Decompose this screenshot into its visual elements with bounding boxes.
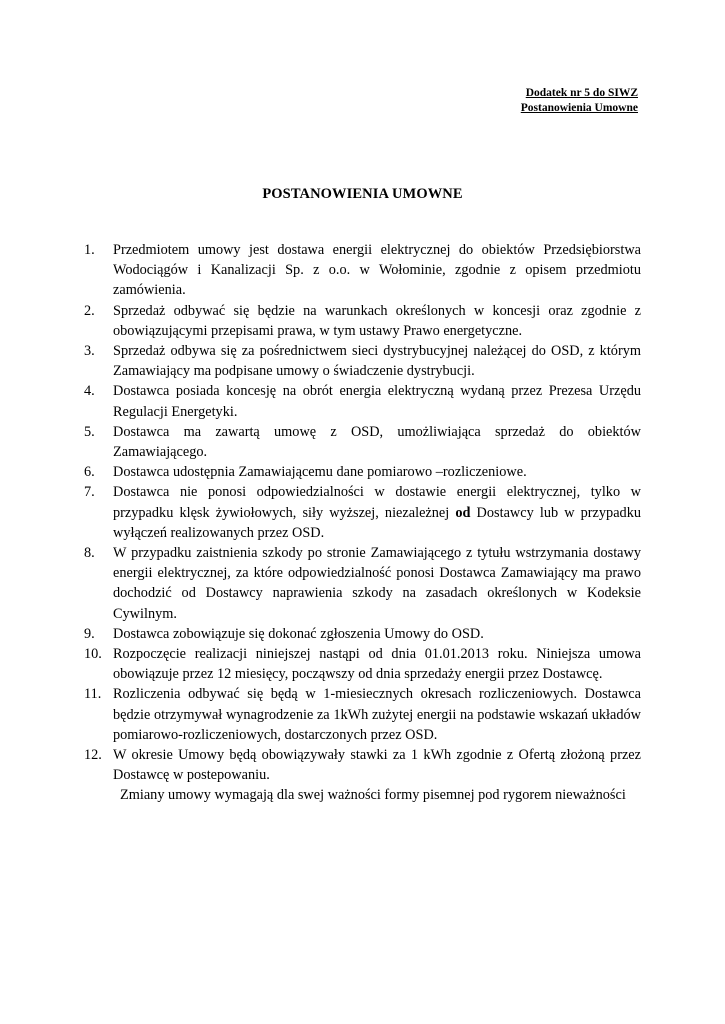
clause-text: Przedmiotem umowy jest dostawa energii elektrycznej do obiektów Przedsiębiorstwa Wodociągów i Kanalizacji Sp. z o.o. w Wołominie, zgodnie z opisem przedmiotu zamówienia. — [113, 242, 641, 299]
clause-7 — [84, 482, 641, 543]
clause-text-part: Dostawca nie ponosi odpowiedzialności w dostawie energii elektrycznej, tylko w przypadku klęsk żywiołowych, siły wyższej, niezależnej — [113, 484, 641, 521]
clause-text: Dostawca udostępnia Zamawiającemu dane pomiarowo –rozliczeniowe. — [113, 464, 527, 481]
clause-5 — [84, 422, 641, 462]
clause-number: 11. — [84, 686, 102, 703]
clause-number: 12. — [84, 747, 102, 764]
annex-label: Dodatek nr 5 do SIWZ — [525, 87, 638, 99]
clause-number: 5. — [84, 423, 95, 440]
closing-paragraph: Zmiany umowy wymagają dla swej ważności formy pisemnej pod rygorem nieważności — [120, 787, 626, 804]
clause-text: Dostawca zobowiązuje się dokonać zgłoszenia Umowy do OSD. — [113, 625, 484, 642]
document-header — [521, 86, 638, 116]
clause-1 — [84, 240, 641, 301]
clause-9 — [84, 624, 641, 644]
clause-text: W przypadku zaistnienia szkody po stronie Zamawiającego z tytułu wstrzymania dostawy energii elektrycznej, za które odpowiedzialność ponosi Dostawca Zamawiający ma prawo dochodzić od Dostawcy naprawienia szkody na zasadach określonych w Kodeksie Cywilnym. — [113, 545, 641, 622]
clause-text: Dostawca ma zawartą umowę z OSD, umożliwiająca sprzedaż do obiektów Zamawiającego. — [113, 423, 641, 461]
clause-text — [113, 482, 641, 543]
clause-list — [84, 240, 641, 806]
clause-text: Dostawca posiada koncesję na obrót energia elektryczną wydaną przez Prezesa Urzędu Regulacji Energetyki. — [113, 383, 641, 420]
clause-number: 10. — [84, 646, 102, 663]
clause-text-part: Dostawcy lub w przypadku wyłączeń realizowanych przez OSD. — [113, 504, 641, 541]
clause-10 — [84, 644, 641, 684]
clause-number: 4. — [84, 383, 95, 400]
clause-12 — [84, 745, 641, 785]
clause-text: W okresie Umowy będą obowiązywały stawki za 1 kWh zgodnie z Ofertą złożoną przez Dostawcę w postepowaniu. — [113, 747, 641, 784]
clause-6 — [84, 462, 641, 482]
clause-text-bold: od — [455, 504, 471, 521]
clause-number: 2. — [84, 302, 95, 319]
clause-text: Sprzedaż odbywa się za pośrednictwem sieci dystrybucyjnej należącej do OSD, z którym Zamawiający ma podpisane umowy o świadczenie dystrybucji. — [113, 343, 641, 380]
clause-text: Rozpoczęcie realizacji niniejszej nastąpi od dnia 01.01.2013 roku. Niniejsza umowa obowiązuje przez 12 miesięcy, począwszy od dnia sprzedaży energii przez Dostawcę. — [113, 646, 641, 683]
clause-2 — [84, 301, 641, 341]
page-title: POSTANOWIENIA UMOWNE — [262, 186, 463, 202]
clause-number: 6. — [84, 464, 95, 481]
clause-number: 3. — [84, 343, 95, 360]
clause-text: Sprzedaż odbywać się będzie na warunkach określonych w koncesji oraz zgodnie z obowiązującymi przepisami prawa, w tym ustawy Prawo energetyczne. — [113, 302, 641, 339]
clause-8 — [84, 543, 641, 624]
closing-paragraph-item — [84, 785, 641, 805]
clause-11 — [84, 684, 641, 745]
annex-subtitle: Postanowienia Umowne — [520, 102, 638, 114]
clause-number: 9. — [84, 625, 95, 642]
clause-3 — [84, 341, 641, 381]
clause-4 — [84, 381, 641, 421]
clause-number: 7. — [84, 484, 95, 501]
clause-number: 8. — [84, 545, 95, 562]
clause-text: Rozliczenia odbywać się będą w 1-miesiecznych okresach rozliczeniowych. Dostawca będzie otrzymywał wynagrodzenie za 1kWh zużytej energii na podstawie wskazań układów pomiarowo-rozliczeniowych, dostarczonych przez OSD. — [113, 686, 641, 743]
clause-number: 1. — [84, 242, 95, 258]
